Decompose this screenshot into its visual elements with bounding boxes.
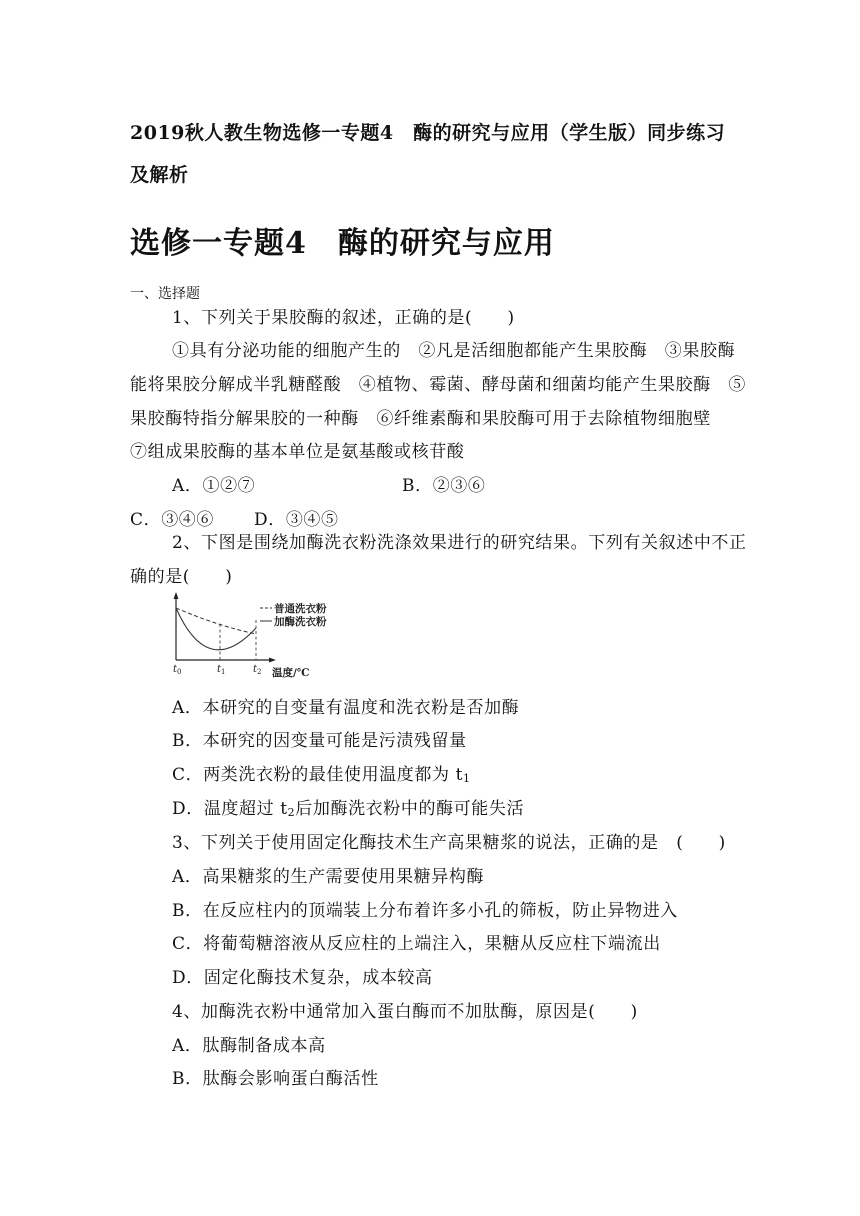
question-1-statement-line: ①具有分泌功能的细胞产生的 ②凡是活细胞都能产生果胶酶 ③果胶酶: [172, 341, 736, 361]
legend-enzyme-detergent: 加酶洗衣粉: [274, 616, 327, 628]
question-1-option-a: A．①②⑦: [172, 476, 256, 496]
question-3-option-d: D．固定化酶技术复杂，成本较高: [172, 968, 433, 988]
question-1-statement-line: 能将果胶分解成半乳糖醛酸 ④植物、霉菌、酵母菌和细菌均能产生果胶酶 ⑤: [130, 375, 746, 395]
enzyme-detergent-curve: [176, 608, 256, 650]
question-3-option-b: B．在反应柱内的顶端装上分布着许多小孔的筛板，防止异物进入: [172, 901, 678, 921]
question-2-option-d: D．温度超过 $t_2$后加酶洗衣粉中的酶可能失活: [172, 799, 525, 819]
question-4-option-b: B．肽酶会影响蛋白酶活性: [172, 1069, 379, 1089]
tick-t-label: $t_2$: [253, 664, 262, 676]
question-3-stem: 3、下列关于使用固定化酶技术生产高果糖浆的说法，正确的是 ( ): [172, 833, 726, 853]
tick-t-label: $t_0$: [173, 664, 182, 676]
question-1-option-b: B．②③⑥: [402, 476, 486, 496]
question-1-option-d: D．③④⑤: [254, 510, 339, 530]
y-axis-arrow: [174, 592, 179, 599]
question-1-stem: 1、下列关于果胶酶的叙述，正确的是( ): [172, 308, 515, 328]
question-1-statement-line: ⑦组成果胶酶的基本单位是氨基酸或核苷酸: [130, 442, 465, 462]
question-1-statement-line: 果胶酶特指分解果胶的一种酶 ⑥纤维素酶和果胶酶可用于去除植物细胞壁: [130, 409, 711, 429]
question-2-option-a: A．本研究的自变量有温度和洗衣粉是否加酶: [172, 698, 520, 718]
question-4-option-a: A．肽酶制备成本高: [172, 1036, 326, 1056]
x-axis-label: 温度/℃: [272, 667, 310, 679]
x-axis-arrow: [269, 658, 276, 663]
question-3-option-c: C．将葡萄糖溶液从反应柱的上端注入，果糖从反应柱下端流出: [172, 934, 661, 954]
question-4-stem: 4、加酶洗衣粉中通常加入蛋白酶而不加肽酶，原因是( ): [172, 1002, 638, 1022]
chapter-heading: 选修一专题4 酶的研究与应用: [130, 226, 555, 261]
question-2-stem-line2: 确的是( ): [130, 567, 233, 587]
question-3-option-a: A．高果糖浆的生产需要使用果糖异构酶: [172, 867, 485, 887]
document-title-line2: 及解析: [130, 164, 189, 186]
question-1-option-c: C．③④⑥: [130, 510, 215, 530]
document-title-line1: 2019秋人教生物选修一专题4 酶的研究与应用（学生版）同步练习: [130, 122, 726, 144]
section-heading: 一、选择题: [130, 286, 200, 302]
legend-normal-detergent: 普通洗衣粉: [274, 603, 327, 615]
tick-t-label: $t_1$: [217, 664, 226, 676]
question-2-stem-line1: 2、下图是围绕加酶洗衣粉洗涤效果进行的研究结果。下列有关叙述中不正: [172, 533, 747, 553]
washing-effect-figure: [168, 590, 348, 682]
question-2-option-b: B．本研究的因变量可能是污渍残留量: [172, 731, 467, 751]
question-2-option-c: C．两类洗衣粉的最佳使用温度都为 $t_1$: [172, 765, 471, 785]
